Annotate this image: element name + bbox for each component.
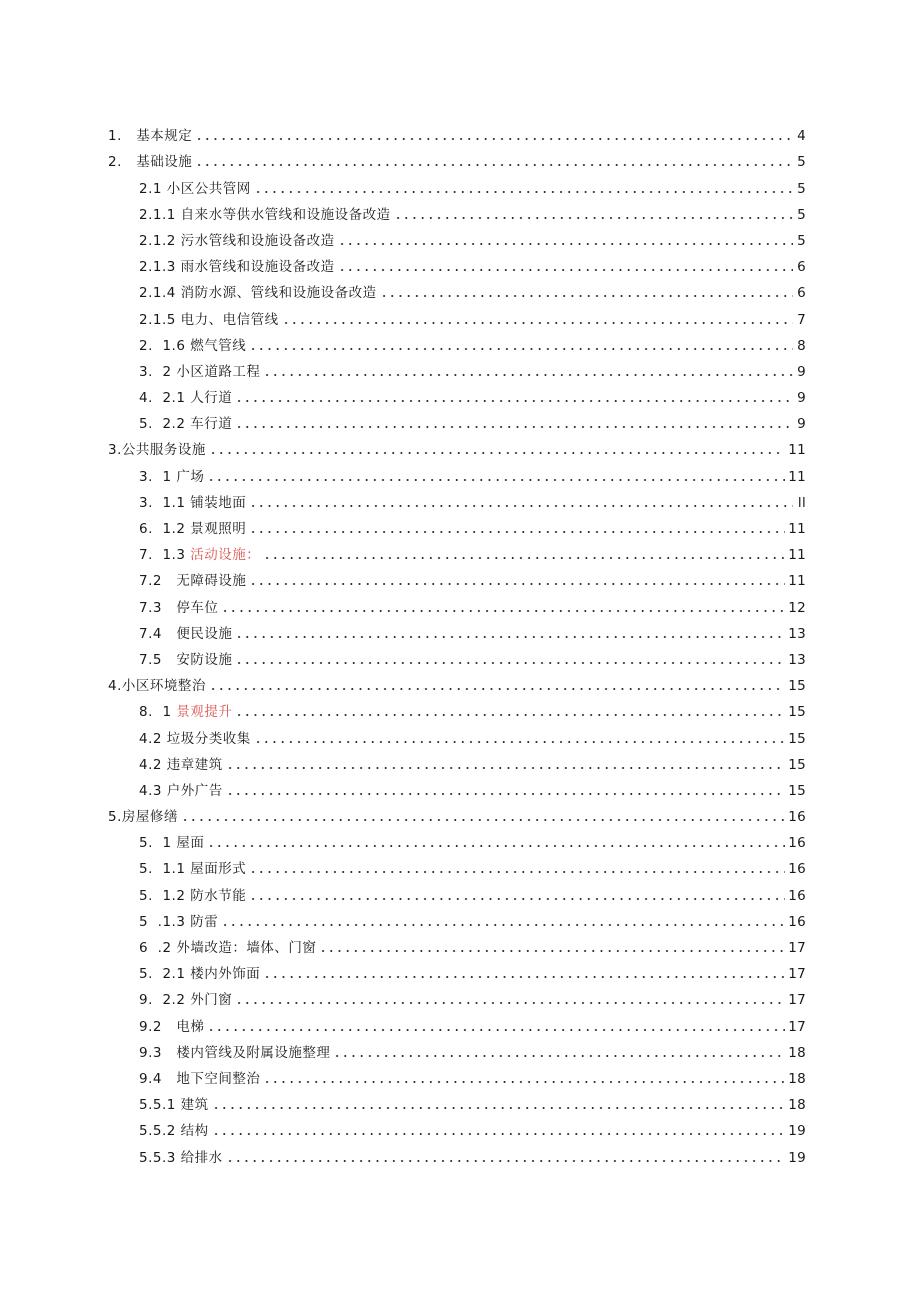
toc-entry[interactable] <box>108 851 806 877</box>
toc-entry-label <box>108 128 192 144</box>
toc-entry-number: 5.5.2 <box>139 1123 176 1140</box>
toc-entry-page: 5 <box>797 232 806 249</box>
toc-dot-leader <box>249 347 793 351</box>
toc-entry-gap <box>162 1019 176 1035</box>
toc-entry-label <box>139 390 232 406</box>
toc-entry-number: 5. 2.1 <box>139 966 186 983</box>
toc-entry-label <box>139 181 251 197</box>
toc-entry-number: 2. <box>108 154 122 171</box>
toc-entry-number: 3. 1.1 <box>139 494 186 511</box>
toc-dot-leader <box>207 1028 785 1032</box>
toc-entry-page: 11 <box>788 442 806 459</box>
toc-dot-leader <box>249 504 793 508</box>
toc-entry-title: 小区公共管网 <box>166 180 251 197</box>
toc-entry[interactable] <box>108 118 806 144</box>
toc-entry-page: 5 <box>797 180 806 197</box>
toc-entry-gap <box>162 573 176 589</box>
toc-entry[interactable] <box>108 1008 806 1034</box>
toc-dot-leader <box>207 478 785 482</box>
toc-entry[interactable] <box>108 642 806 668</box>
toc-dot-leader <box>181 818 785 822</box>
toc-entry[interactable] <box>108 589 806 615</box>
toc-entry-title: 外门窗 <box>190 992 233 1009</box>
toc-entry-page: 7 <box>797 311 806 328</box>
toc-entry-page: 6 <box>797 285 806 302</box>
toc-entry-page: 17 <box>788 940 806 956</box>
toc-entry[interactable] <box>108 904 806 930</box>
toc-entry-label <box>139 1019 204 1035</box>
toc-entry-page: 18 <box>788 1097 806 1114</box>
toc-dot-leader <box>249 530 785 534</box>
toc-entry-number: 2.1.5 <box>139 311 176 328</box>
toc-entry-gap <box>162 600 176 616</box>
toc-entry[interactable] <box>108 773 806 799</box>
toc-entry-title: 消防水源、管线和设施设备改造 <box>180 285 377 302</box>
toc-entry[interactable] <box>108 799 806 825</box>
toc-dot-leader <box>209 687 785 691</box>
toc-dot-leader <box>235 1001 785 1005</box>
toc-entry-gap <box>122 128 136 144</box>
toc-entry-title: 小区环境整治 <box>121 678 206 695</box>
toc-entry-title: 违章建筑 <box>166 756 223 773</box>
toc-entry-gap <box>162 1045 176 1061</box>
toc-entry-title: 燃气管线 <box>190 337 247 354</box>
toc-dot-leader <box>263 556 785 560</box>
toc-entry-page: 15 <box>788 678 806 695</box>
toc-entry-page: 19 <box>788 1149 806 1166</box>
toc-entry-page: 18 <box>788 1044 806 1061</box>
toc-entry-label <box>139 338 246 354</box>
toc-entry-number: 7.5 <box>139 651 162 668</box>
toc-entry-label <box>139 861 246 877</box>
toc-entry-label <box>108 442 206 458</box>
toc-entry-label <box>139 731 251 747</box>
toc-entry-title: 电力、电信管线 <box>180 311 279 328</box>
toc-entry-page: 15 <box>788 782 806 799</box>
toc-entry-label <box>139 469 204 485</box>
toc-entry-number: 9.3 <box>139 1044 162 1061</box>
toc-entry-number: 4. <box>108 678 122 695</box>
toc-entry-page: 17 <box>788 1018 806 1035</box>
table-of-contents <box>108 118 806 1166</box>
toc-entry-number: 5. 2.2 <box>139 416 186 433</box>
toc-entry-number: 6. 1.2 <box>139 521 186 537</box>
toc-entry[interactable] <box>108 432 806 458</box>
toc-entry-number: 5.5.1 <box>139 1097 176 1114</box>
toc-entry[interactable] <box>108 511 806 537</box>
toc-entry-page: ll <box>797 494 806 511</box>
toc-entry-page: 11 <box>788 468 806 485</box>
toc-entry-page: 15 <box>788 730 806 747</box>
toc-entry-title: 地下空间整治 <box>176 1070 261 1087</box>
toc-entry-label <box>139 1150 223 1166</box>
toc-entry-page: 18 <box>788 1070 806 1087</box>
toc-dot-leader <box>254 740 785 744</box>
toc-entry-title: 景观提升 <box>176 704 233 721</box>
toc-entry[interactable] <box>108 668 806 694</box>
toc-entry[interactable] <box>108 747 806 773</box>
toc-entry-label <box>139 233 335 249</box>
toc-dot-leader <box>212 1106 786 1110</box>
toc-entry[interactable] <box>108 354 806 380</box>
toc-dot-leader <box>195 163 793 167</box>
toc-entry[interactable] <box>108 616 806 642</box>
toc-entry-label <box>108 809 178 825</box>
toc-entry-number: 3. 1 <box>139 468 172 485</box>
toc-entry[interactable] <box>108 223 806 249</box>
toc-entry-number: 2.1 <box>139 180 162 197</box>
toc-entry-page: 16 <box>788 809 806 826</box>
toc-entry-gap <box>162 626 176 642</box>
toc-entry-title: 基本规定 <box>136 128 193 145</box>
toc-entry-label <box>139 1123 209 1139</box>
toc-entry-label <box>139 416 232 432</box>
toc-entry-label <box>139 312 279 328</box>
toc-dot-leader <box>282 321 793 325</box>
toc-entry[interactable] <box>108 1139 806 1165</box>
toc-entry-page: 11 <box>788 573 806 590</box>
toc-entry[interactable] <box>108 930 806 956</box>
toc-entry-page: 11 <box>788 521 806 537</box>
toc-entry-label <box>139 966 260 982</box>
toc-entry-gap <box>162 1071 176 1087</box>
toc-entry-label <box>139 835 204 851</box>
toc-dot-leader <box>338 268 793 272</box>
toc-entry[interactable] <box>108 982 806 1008</box>
toc-entry-number: 2.1.3 <box>139 259 176 276</box>
toc-entry-title: 基础设施 <box>136 154 193 171</box>
toc-entry-label <box>139 652 232 668</box>
toc-entry-page: 16 <box>788 861 806 878</box>
toc-dot-leader <box>207 844 785 848</box>
toc-dot-leader <box>221 609 785 613</box>
toc-entry-title: 屋面形式 <box>190 861 247 878</box>
toc-entry-label <box>139 521 246 537</box>
toc-entry-label <box>139 914 218 930</box>
toc-entry-page: 12 <box>788 599 806 616</box>
toc-entry[interactable] <box>108 170 806 196</box>
toc-entry-title: 给排水 <box>180 1149 223 1166</box>
toc-entry-label <box>108 154 192 170</box>
toc-entry-label <box>139 783 223 799</box>
toc-entry-label <box>139 992 232 1008</box>
toc-entry-title: 垃圾分类收集 <box>166 730 251 747</box>
toc-dot-leader <box>249 897 785 901</box>
toc-entry-page: 16 <box>788 887 806 904</box>
toc-dot-leader <box>235 399 793 403</box>
toc-dot-leader <box>195 137 793 141</box>
toc-entry-number: 9.4 <box>139 1070 162 1087</box>
toc-entry[interactable] <box>108 1035 806 1061</box>
toc-entry-number: 6 .2 <box>139 940 172 956</box>
toc-entry-title: 安防设施 <box>176 651 233 668</box>
toc-dot-leader <box>226 766 785 770</box>
toc-entry-title: 户外广告 <box>166 782 223 799</box>
toc-entry-title: 电梯 <box>176 1018 205 1035</box>
toc-entry-number: 8. 1 <box>139 704 172 721</box>
toc-entry-label <box>108 678 206 694</box>
toc-entry-number: 7.3 <box>139 599 162 616</box>
toc-entry-number: 3. <box>108 442 122 459</box>
toc-entry-number: 5. 1.2 <box>139 887 186 904</box>
toc-entry-label <box>139 285 377 301</box>
toc-entry-title: 便民设施 <box>176 625 233 642</box>
toc-entry-number: 4. 2.1 <box>139 390 186 407</box>
toc-entry-page: 19 <box>788 1123 806 1140</box>
toc-entry[interactable] <box>108 877 806 903</box>
toc-entry-label <box>139 207 391 223</box>
toc-entry-number: 5.5.3 <box>139 1149 176 1166</box>
toc-entry-page: 13 <box>788 651 806 668</box>
toc-dot-leader <box>254 190 793 194</box>
toc-entry-label <box>139 573 246 589</box>
toc-entry[interactable] <box>108 275 806 301</box>
toc-entry-number: 7.2 <box>139 573 162 590</box>
toc-entry-number: 9. 2.2 <box>139 992 186 1009</box>
toc-entry[interactable] <box>108 406 806 432</box>
toc-dot-leader <box>235 713 785 717</box>
toc-entry-label <box>139 1045 330 1061</box>
toc-entry-number: 9.2 <box>139 1018 162 1035</box>
toc-dot-leader <box>221 923 785 927</box>
toc-entry[interactable] <box>108 1061 806 1087</box>
toc-entry-number: 4.3 <box>139 782 162 799</box>
toc-entry-gap <box>162 652 176 668</box>
toc-entry-title: 自来水等供水管线和设施设备改造 <box>180 206 391 223</box>
toc-entry-title: 人行道 <box>190 390 233 407</box>
toc-dot-leader <box>209 451 785 455</box>
toc-entry-number: 2. 1.6 <box>139 337 186 354</box>
toc-entry-number: 5. 1 <box>139 835 172 852</box>
toc-entry-title: 结构 <box>180 1123 209 1140</box>
toc-entry-page: 9 <box>797 390 806 407</box>
toc-dot-leader <box>380 294 793 298</box>
toc-entry[interactable] <box>108 1087 806 1113</box>
toc-entry-number: 4.2 <box>139 730 162 747</box>
toc-entry-number: 5. <box>108 809 122 826</box>
toc-entry-page: 16 <box>788 913 806 930</box>
toc-dot-leader <box>263 373 793 377</box>
toc-entry[interactable] <box>108 144 806 170</box>
toc-entry-page: 6 <box>797 259 806 276</box>
toc-entry[interactable] <box>108 328 806 354</box>
toc-entry-title: 房屋修缮 <box>121 809 178 826</box>
toc-entry-gap <box>122 154 136 170</box>
toc-dot-leader <box>249 582 785 586</box>
toc-entry-number: 2.1.1 <box>139 206 176 223</box>
toc-entry-title: 小区道路工程 <box>176 363 261 380</box>
toc-dot-leader <box>249 870 785 874</box>
toc-entry-label <box>139 626 232 642</box>
toc-entry-title: 建筑 <box>180 1097 209 1114</box>
toc-dot-leader <box>235 425 793 429</box>
toc-entry-label <box>139 495 246 511</box>
toc-entry-title: 防水节能 <box>190 887 247 904</box>
toc-entry-number: 7.4 <box>139 625 162 642</box>
toc-entry[interactable] <box>108 249 806 275</box>
toc-entry[interactable] <box>108 380 806 406</box>
toc-entry-title: 楼内管线及附属设施整理 <box>176 1044 331 1061</box>
toc-dot-leader <box>235 635 785 639</box>
toc-dot-leader <box>226 1159 786 1163</box>
toc-entry-label <box>139 600 218 616</box>
toc-entry-page: 9 <box>797 416 806 433</box>
toc-dot-leader <box>235 661 785 665</box>
toc-entry-title: 屋面 <box>176 835 205 852</box>
toc-entry-label <box>139 888 246 904</box>
toc-entry-title: 车行道 <box>190 416 233 433</box>
toc-entry-page: 4 <box>797 128 806 145</box>
toc-entry-number: 5 .1.3 <box>139 913 186 930</box>
toc-dot-leader <box>212 1132 786 1136</box>
toc-entry-page: 11 <box>788 547 806 564</box>
toc-entry-number: 7. 1.3 <box>139 547 186 564</box>
toc-entry-page: 15 <box>788 756 806 773</box>
toc-entry-number: 1. <box>108 128 122 145</box>
toc-entry-label <box>139 940 316 956</box>
toc-entry-number: 5. 1.1 <box>139 861 186 878</box>
toc-entry[interactable] <box>108 720 806 746</box>
toc-entry-page: 5 <box>797 206 806 223</box>
toc-entry-title: 防雷 <box>190 913 219 930</box>
toc-entry[interactable] <box>108 1113 806 1139</box>
toc-entry[interactable] <box>108 694 806 720</box>
toc-entry-label <box>139 757 223 773</box>
toc-entry-number: 4.2 <box>139 756 162 773</box>
toc-dot-leader <box>338 242 793 246</box>
toc-entry-label <box>139 1071 260 1087</box>
toc-entry-label <box>139 364 260 380</box>
toc-entry[interactable] <box>108 537 806 563</box>
toc-entry-page: 13 <box>788 625 806 642</box>
toc-entry-number: 3. 2 <box>139 363 172 380</box>
toc-entry[interactable] <box>108 458 806 484</box>
toc-dot-leader <box>319 949 785 953</box>
toc-entry[interactable] <box>108 301 806 327</box>
toc-entry-title: 广场 <box>176 468 205 485</box>
toc-dot-leader <box>263 975 785 979</box>
toc-entry[interactable] <box>108 485 806 511</box>
toc-entry-label <box>139 259 335 275</box>
toc-entry-page: 5 <box>797 154 806 171</box>
toc-entry-page: 8 <box>797 337 806 354</box>
toc-entry-title: 污水管线和设施设备改造 <box>180 232 335 249</box>
toc-entry-page: 15 <box>788 704 806 721</box>
toc-entry-title: 景观照明 <box>190 521 247 537</box>
toc-entry-title: 公共服务设施 <box>121 442 206 459</box>
toc-entry[interactable] <box>108 563 806 589</box>
toc-entry-label <box>139 1097 209 1113</box>
toc-entry-page: 17 <box>788 966 806 983</box>
toc-entry-title: 铺装地面 <box>190 494 247 511</box>
toc-entry-number: 2.1.4 <box>139 285 176 302</box>
toc-entry-title: 楼内外饰面 <box>190 966 261 983</box>
toc-entry-page: 17 <box>788 992 806 1009</box>
toc-entry-title: 雨水管线和设施设备改造 <box>180 259 335 276</box>
toc-entry-label <box>139 547 260 563</box>
toc-entry-title: 外墙改造：墙体、门窗 <box>176 940 317 956</box>
toc-entry-title: 活动设施： <box>190 547 261 564</box>
toc-entry-title: 停车位 <box>176 599 219 616</box>
toc-dot-leader <box>333 1054 785 1058</box>
toc-entry-number: 2.1.2 <box>139 232 176 249</box>
toc-entry[interactable] <box>108 956 806 982</box>
toc-entry-page: 16 <box>788 835 806 852</box>
toc-entry[interactable] <box>108 825 806 851</box>
toc-entry-page: 9 <box>797 363 806 380</box>
toc-entry-title: 无障碍设施 <box>176 573 247 590</box>
toc-dot-leader <box>394 216 793 220</box>
toc-dot-leader <box>226 792 785 796</box>
toc-dot-leader <box>263 1080 785 1084</box>
toc-entry-label <box>139 704 232 720</box>
toc-entry[interactable] <box>108 197 806 223</box>
